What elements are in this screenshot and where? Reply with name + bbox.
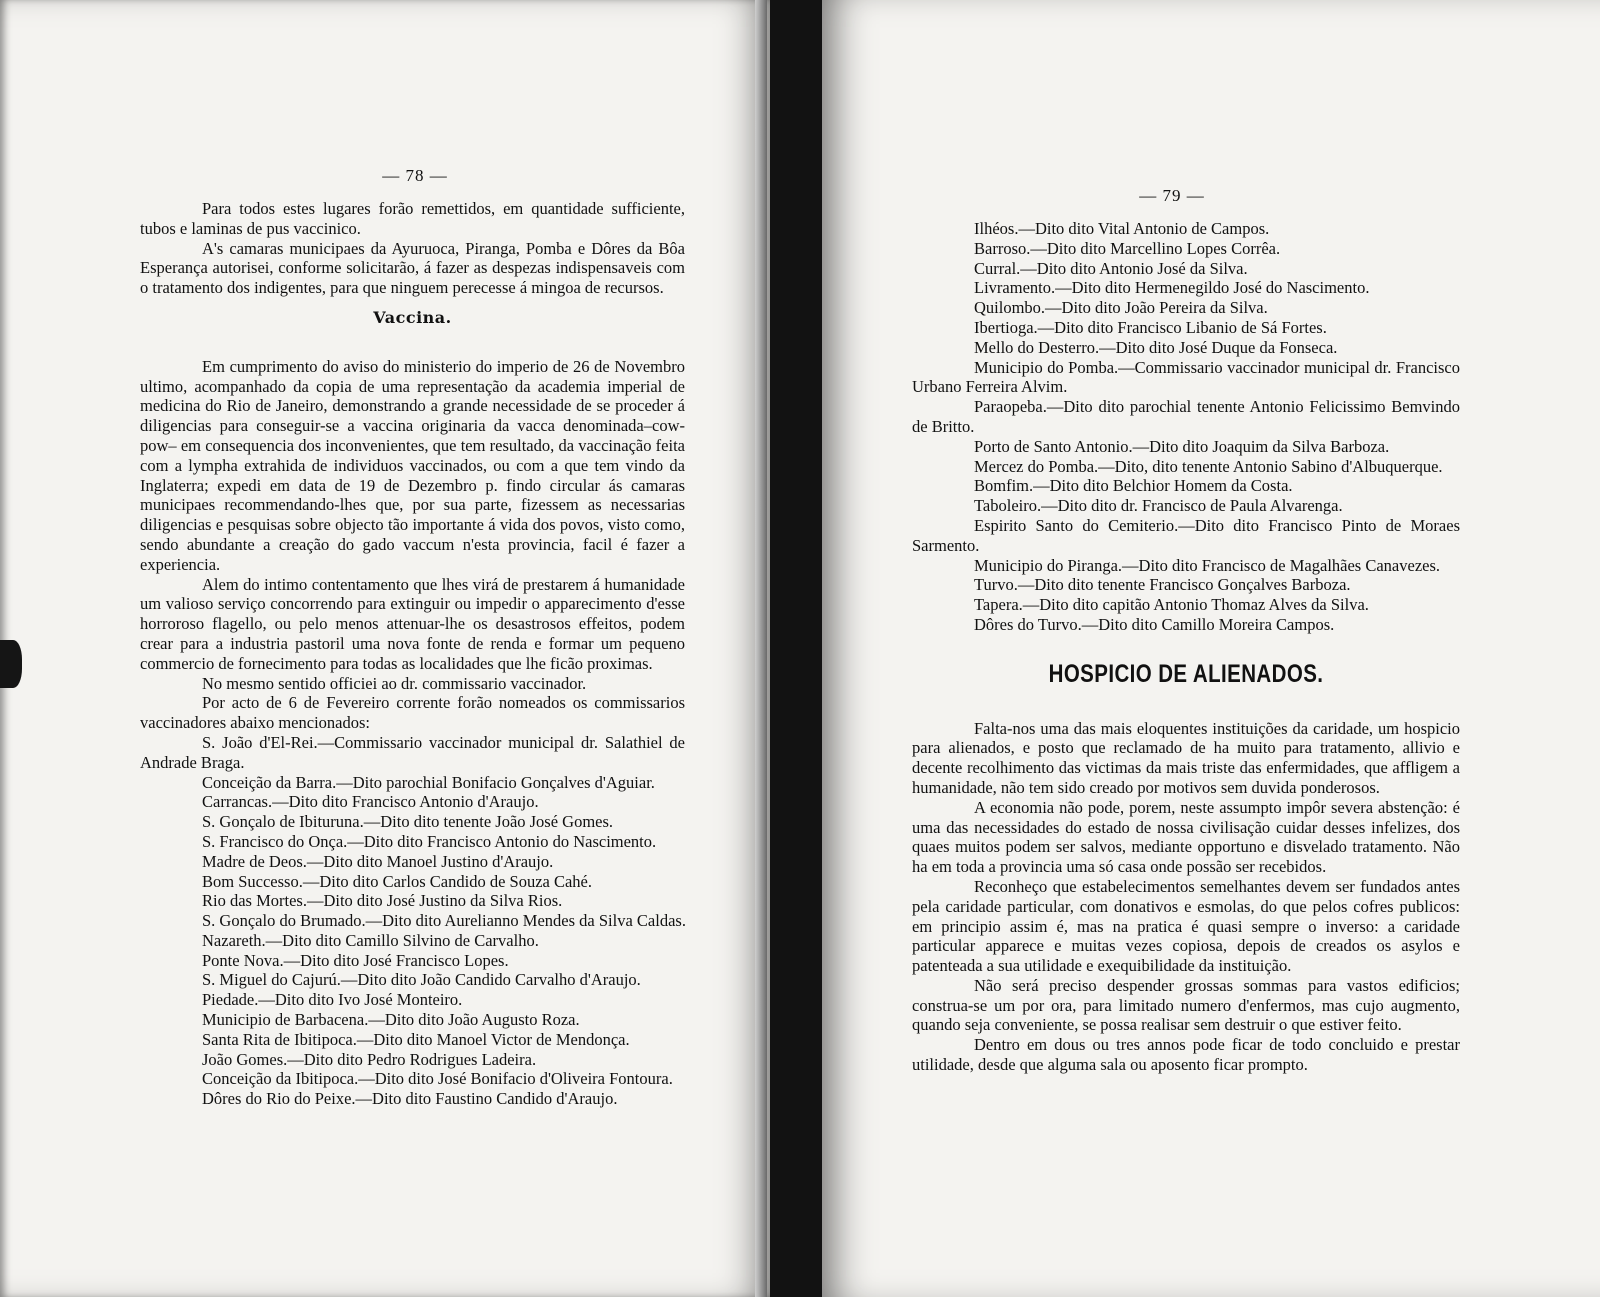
list-item: Barroso.—Dito dito Marcellino Lopes Corrêa. bbox=[974, 238, 1281, 258]
list-item: S. Gonçalo de Ibituruna.—Dito dito tenente João José Gomes. bbox=[202, 812, 614, 832]
list-item: Conceição da Ibitipoca.—Dito dito José Bonifacio d'Oliveira Fontoura. bbox=[202, 1069, 673, 1089]
list-item: João Gomes.—Dito dito Pedro Rodrigues Ladeira. bbox=[202, 1049, 537, 1069]
list-item: Madre de Deos.—Dito dito Manoel Justino d'Araujo. bbox=[202, 851, 554, 871]
list-item: Curral.—Dito dito Antonio José da Silva. bbox=[974, 258, 1248, 278]
list-item: S. Miguel do Cajurú.—Dito dito João Candido Carvalho d'Araujo. bbox=[202, 970, 641, 990]
body-paragraph: Por acto de 6 de Fevereiro corrente forão nomeados os commissarios vaccinadores abaixo mencionados: bbox=[140, 693, 685, 733]
list-item: Santa Rita de Ibitipoca.—Dito dito Manoel Victor de Mendonça. bbox=[202, 1029, 630, 1049]
list-item: Porto de Santo Antonio.—Dito dito Joaquim da Silva Barboza. bbox=[974, 436, 1390, 456]
list-item: Rio das Mortes.—Dito dito José Justino da Silva Rios. bbox=[202, 891, 563, 911]
list-item: Municipio do Pomba.—Commissario vaccinador municipal dr. Francisco Urbano Ferreira Alvim. bbox=[912, 357, 1460, 397]
list-item: Mello do Desterro.—Dito dito José Duque da Fonseca. bbox=[974, 337, 1338, 357]
list-item: Mercez do Pomba.—Dito, dito tenente Antonio Sabino d'Albuquerque. bbox=[974, 456, 1443, 476]
page-number-79: — 79 — bbox=[1139, 186, 1205, 205]
body-paragraph: Reconheço que estabelecimentos semelhantes devem ser fundados antes pela caridade particular, com donativos e esmolas, do que pelos cofres publicos: em principio assim é, mas na pratica é quasi sempre o inverso: a caridade particular apparece e muitas vezes copiosa, depois de creados os asylos e patenteada a sua utilidade e exequibilidade da instituição. bbox=[912, 876, 1460, 976]
section-heading-hospicio: HOSPICIO DE ALIENADOS. bbox=[1048, 659, 1324, 688]
list-item: Ibertioga.—Dito dito Francisco Libanio de Sá Fortes. bbox=[974, 317, 1327, 337]
list-item: S. João d'El-Rei.—Commissario vaccinador municipal dr. Salathiel de Andrade Braga. bbox=[140, 732, 685, 772]
body-paragraph: Não será preciso despender grossas sommas para vastos edificios; construa-se um por ora, para limitado numero d'enfermos, mas cujo augmento, quando seja conveniente, se possa realisar sem destruir o que estiver feito. bbox=[912, 975, 1460, 1035]
list-item: Nazareth.—Dito dito Camillo Silvino de Carvalho. bbox=[202, 930, 539, 950]
body-paragraph: Falta-nos uma das mais eloquentes instituições da caridade, um hospicio para alienados, e posto que reclamado de ha muito para tratamento, allivio e decente recolhimento das victimas da mais triste das enfermidades, que affligem a humanidade, não tem sido creado por motivos sem duvida ponderosos. bbox=[912, 718, 1460, 797]
list-item: Bomfim.—Dito dito Belchior Homem da Costa. bbox=[974, 476, 1293, 496]
list-item: Municipio do Piranga.—Dito dito Francisco de Magalhães Canavezes. bbox=[974, 555, 1441, 575]
list-item: Paraopeba.—Dito dito parochial tenente Antonio Felicissimo Bemvindo de Britto. bbox=[912, 397, 1460, 436]
list-item: S. Francisco do Onça.—Dito dito Francisco Antonio do Nascimento. bbox=[202, 831, 657, 851]
right-text-column bbox=[912, 219, 1460, 1075]
body-paragraph: A economia não pode, porem, neste assumpto impôr severa abstenção: é uma das necessidades do estado de nossa civilisação cuidar desses infelizes, dos quaes muitos podem ser salvos, mediante opportuno e disvelado tratamento. Não ha em toda a provincia uma só casa onde possão ser recebidos. bbox=[912, 797, 1460, 877]
list-item: Ilhéos.—Dito dito Vital Antonio de Campos. bbox=[974, 219, 1270, 238]
right-page bbox=[822, 0, 1600, 1297]
page-number-78: — 78 — bbox=[382, 166, 448, 185]
list-item: Ponte Nova.—Dito dito José Francisco Lopes. bbox=[202, 950, 509, 970]
list-item: Taboleiro.—Dito dito dr. Francisco de Paula Alvarenga. bbox=[974, 496, 1343, 516]
list-item: Quilombo.—Dito dito João Pereira da Silva. bbox=[974, 298, 1268, 318]
page-stain bbox=[0, 640, 22, 688]
body-paragraph: No mesmo sentido officiei ao dr. commissario vaccinador. bbox=[202, 673, 587, 693]
list-item: Espirito Santo do Cemiterio.—Dito dito Francisco Pinto de Moraes Sarmento. bbox=[912, 515, 1460, 555]
list-item: Dôres do Turvo.—Dito dito Camillo Moreira Campos. bbox=[974, 614, 1335, 634]
section-heading-vaccina: Vaccina. bbox=[373, 307, 452, 327]
book-spine-shadow bbox=[755, 0, 767, 1297]
list-item: Conceição da Barra.—Dito parochial Bonifacio Gonçalves d'Aguiar. bbox=[202, 772, 655, 792]
left-page bbox=[0, 0, 770, 1297]
list-item: S. Gonçalo do Brumado.—Dito dito Aurelianno Mendes da Silva Caldas. bbox=[202, 911, 686, 931]
list-item: Municipio de Barbacena.—Dito dito João Augusto Roza. bbox=[202, 1010, 580, 1030]
list-item: Turvo.—Dito dito tenente Francisco Gonçalves Barboza. bbox=[974, 575, 1351, 595]
body-paragraph: Alem do intimo contentamento que lhes virá de prestarem á humanidade um valioso serviço concorrendo para extinguir ou impedir o apparecimento d'esse horroroso flagello, ou pelo menos attenuar-lhe os desastrosos effeitos, podem crear para a industria pastoril uma nova fonte de renda e formar um pequeno commercio de fornecimento para todas as localidades que lhe ficão proximas. bbox=[140, 574, 685, 673]
body-paragraph: Em cumprimento do aviso do ministerio do imperio de 26 de Novembro ultimo, acompanhado da copia de uma representação da academia imperial de medicina do Rio de Janeiro, demonstrando a grande necessidade de se proceder á diligencias para conseguir-se a vaccina originaria da vacca denominada–cow-pow– em consequencia dos inconvenientes, que tem resultado, da vaccinação feita com a lympha extrahida de individuos vaccinados, ou com a que tem vindo da Inglaterra; expedi em data de 19 de Dezembro p. findo circular ás camaras municipaes recommendando-lhes que, por sua parte, fizessem as necessarias diligencias e pesquisas sobre objecto tão importante á vida dos povos, visto como, sendo abundante a creação do gado vaccum n'esta provincia, facil é fazer a experiencia. bbox=[140, 356, 685, 574]
list-item: Livramento.—Dito dito Hermenegildo José do Nascimento. bbox=[974, 278, 1370, 298]
body-paragraph: Dentro em dous ou tres annos pode ficar de todo concluido e prestar utilidade, desde que alguma sala ou aposento ficar prompto. bbox=[912, 1035, 1460, 1075]
list-item: Bom Successo.—Dito dito Carlos Candido de Souza Cahé. bbox=[202, 871, 592, 891]
book-gutter bbox=[770, 0, 822, 1297]
list-item: Dôres do Rio do Peixe.—Dito dito Faustino Candido d'Araujo. bbox=[202, 1089, 618, 1109]
list-item: Piedade.—Dito dito Ivo José Monteiro. bbox=[202, 990, 463, 1010]
list-item: Tapera.—Dito dito capitão Antonio Thomaz Alves da Silva. bbox=[974, 595, 1369, 615]
intro-paragraph: Para todos estes lugares forão remettidos, em quantidade sufficiente, tubos e laminas de pus vaccinico. bbox=[140, 199, 685, 238]
left-text-column bbox=[140, 199, 685, 1109]
intro-paragraph: A's camaras municipaes da Ayuruoca, Piranga, Pomba e Dôres da Bôa Esperança autorisei, conforme solicitarão, á fazer as despezas indispensaveis com o tratamento dos indigentes, para que ninguem perecesse á mingoa de recursos. bbox=[140, 238, 685, 298]
list-item: Carrancas.—Dito dito Francisco Antonio d'Araujo. bbox=[202, 792, 539, 812]
